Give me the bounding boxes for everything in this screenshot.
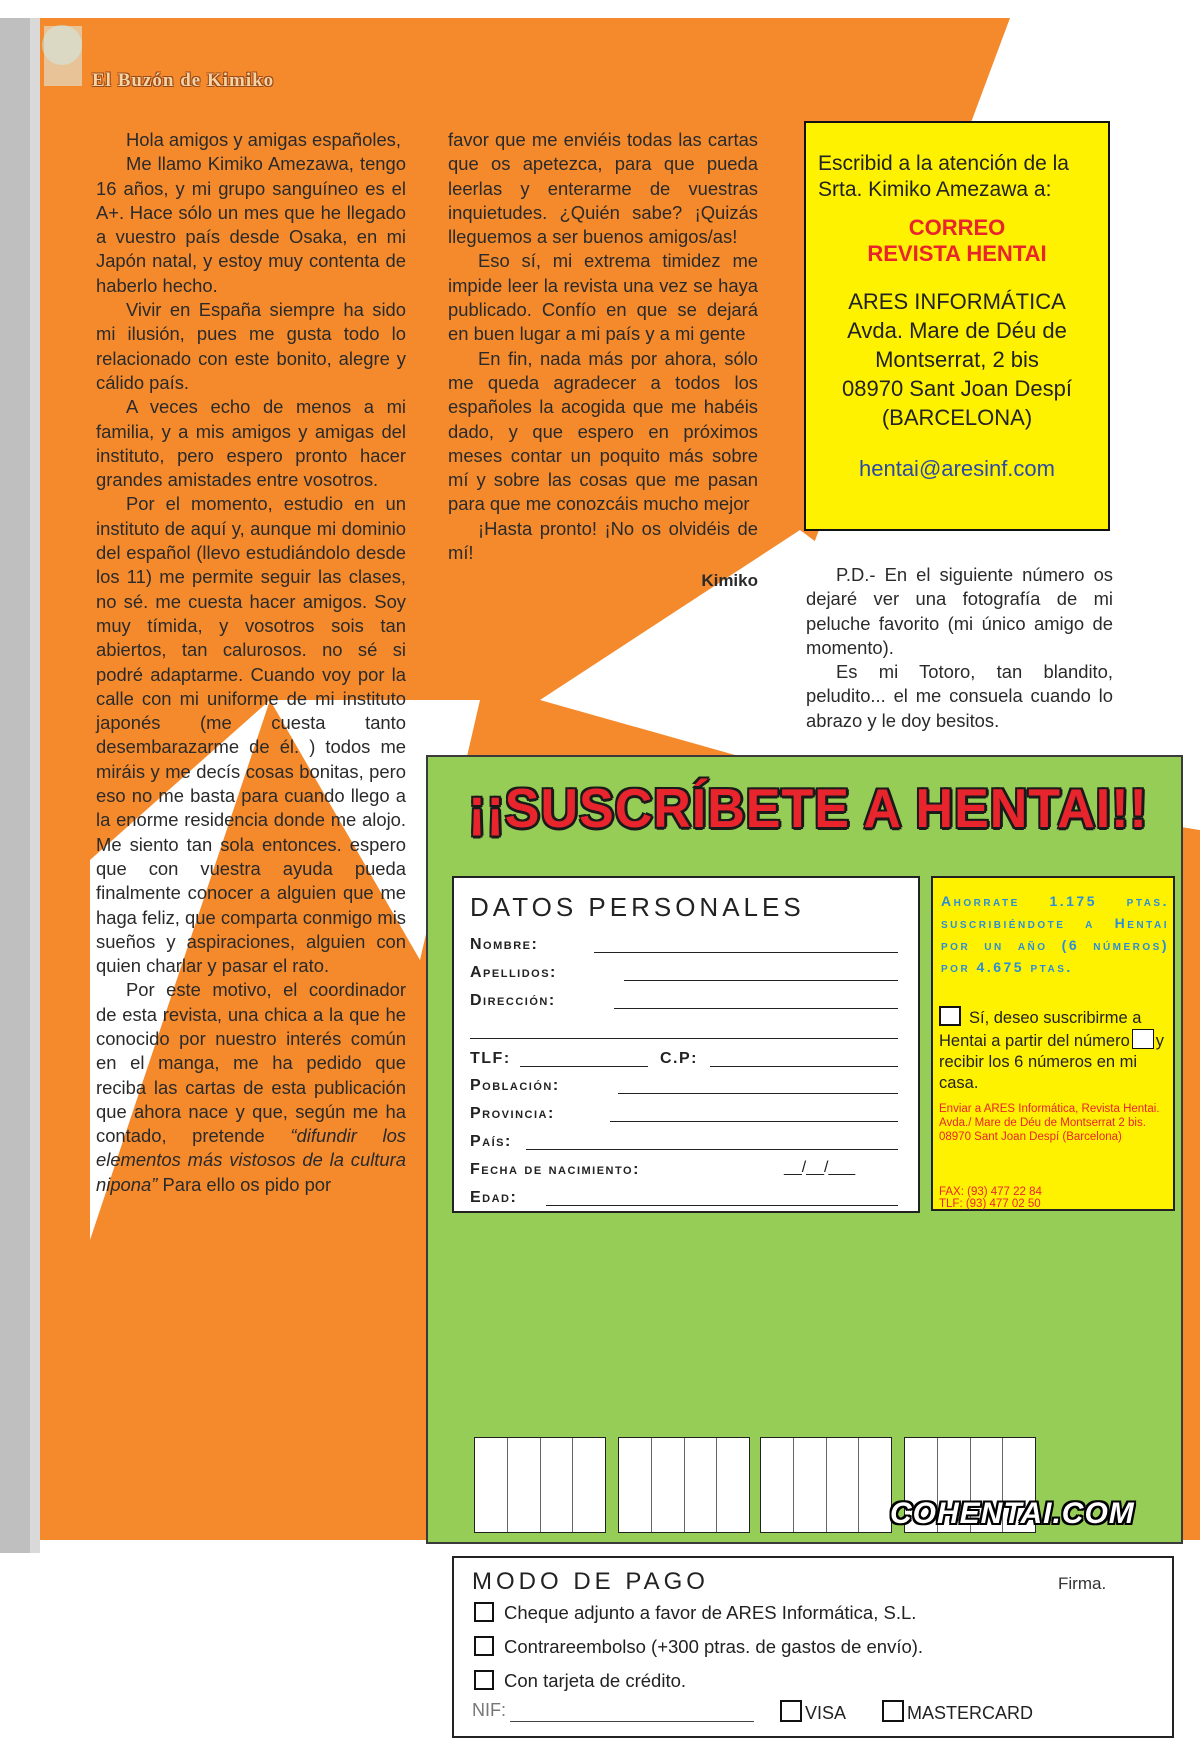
email-address[interactable]: hentai@aresinf.com [859,456,1055,481]
payment-title: MODO DE PAGO [472,1568,709,1595]
subscription-title: ¡¡SUSCRÍBETE A HENTAI!! [468,778,1148,840]
letter-quote: “difundir los elementos más vistosos de la cultura nipona” [96,1125,406,1195]
option-label: Contrareembolso (+300 ptras. de gastos de envío). [504,1636,924,1657]
field-label-provincia: Provincia: [470,1105,555,1122]
letter-paragraph: A veces echo de menos a mi familia, y a mis amigos y amigas del instituto, pero espero pronto hacer grandes amistades entre vosotros. [96,396,406,491]
field-label-nombre: Nombre: [470,936,539,953]
card-number-group-1[interactable] [474,1437,606,1533]
letter-paragraph: Vivir en España siempre ha sido mi ilusión, pues me gusta todo lo relacionado con este bonito, alegre y cálido país. [96,299,406,393]
poblacion-field[interactable] [618,1093,898,1094]
visa-label: VISA [805,1703,847,1723]
letter-signature: Kimiko [701,571,758,591]
pais-field[interactable] [526,1149,898,1150]
phone-number: TLF: (93) 477 02 50 [939,1198,1041,1210]
letter-paragraph: Me llamo Kimiko Amezawa, tengo 16 años, y mi grupo sanguíneo es el A+. Hace sólo un mes que he llegado a vuestro país desde Osaka, en mi Japón natal, y estoy muy contenta de haberlo hecho. [96,153,406,296]
direccion-field-2[interactable] [470,1038,898,1039]
cp-field[interactable] [710,1066,898,1067]
field-label-direccion: Dirección: [470,992,556,1009]
fecha-field[interactable]: __/__/___ [784,1159,856,1176]
subscribe-text-2: y recibir los 6 números en mi casa. [939,1032,1165,1092]
address-recipient [806,215,1108,267]
letter-paragraph: Eso sí, mi extrema timidez me impide leer la revista una vez se haya publicado. Confío en que se dejará en buen lugar a mi país y a mi gente [448,250,758,345]
address-line: 08970 Sant Joan Despí [842,376,1072,401]
field-label-apellidos: Apellidos: [470,964,557,981]
field-label-poblacion: Población: [470,1077,560,1094]
signature-label: Firma. [1058,1574,1107,1593]
payment-option-cheque[interactable] [474,1602,916,1624]
card-number-group-3[interactable] [760,1437,892,1533]
subscribe-checkbox[interactable] [939,1006,961,1026]
address-red-line: CORREO [908,215,1006,240]
letter-paragraph: Hola amigos y amigas españoles, [126,129,401,150]
payment-option-contrareembolso[interactable] [474,1636,923,1658]
mastercard-checkbox[interactable] [882,1700,904,1722]
address-box [804,121,1110,531]
cheque-checkbox[interactable] [474,1602,494,1622]
visa-checkbox[interactable] [780,1700,802,1722]
watermark: COHENTAI.COM [890,1497,1135,1530]
tarjeta-checkbox[interactable] [474,1670,494,1690]
address-line: (BARCELONA) [881,405,1033,430]
field-label-edad: Edad: [470,1189,518,1206]
nif-label: NIF: [472,1700,506,1720]
section-title: El Buzón de Kimiko [92,70,275,91]
promo-text: Ahorrate 1.175 ptas. suscribiéndote a Hentai por un año (6 números) por 4.675 ptas. [941,893,1169,975]
letter-column-2 [448,128,758,594]
letter-paragraph: En fin, nada más por ahora, sólo me queda agradecer a todos los españoles la acogida que me habéis dado, y que espero en próximos meses contar un poquito más sobre mí y sobre las cosas que me pasan para que me conozcáis mucho mejor [448,347,758,515]
postscript [806,563,1113,733]
contact-numbers [939,1186,1042,1210]
option-label: Cheque adjunto a favor de ARES Informática, S.L. [504,1602,917,1623]
address-line: Montserrat, 2 bis [875,347,1039,372]
edad-field[interactable] [546,1205,898,1206]
fax-number: FAX: (93) 477 22 84 [939,1186,1042,1198]
subscribe-text: Sí, deseo suscribirme a Hentai a partir del número [939,1009,1142,1050]
postscript-paragraph: P.D.- En el siguiente número os dejaré ver una fotografía de mi peluche favorito (mi único amigo de momento). [806,564,1113,658]
provincia-field[interactable] [610,1121,898,1122]
nif-field[interactable] [510,1721,754,1722]
tlf-field[interactable] [520,1066,648,1067]
issue-number-box[interactable] [1132,1029,1154,1049]
subscribe-confirm [939,1006,1173,1094]
letter-column-1 [96,128,406,1197]
field-label-cp: C.P: [660,1050,698,1067]
field-label-fecha: Fecha de nacimiento: [470,1161,640,1178]
subscription-form [426,755,1183,1723]
promo-box [931,876,1175,1211]
card-number-group-2[interactable] [618,1437,750,1533]
option-label: Con tarjeta de crédito. [504,1670,687,1691]
nombre-field[interactable] [594,952,898,953]
address-line: Avda. Mare de Déu de [847,318,1067,343]
mastercard-label: MASTERCARD [907,1703,1034,1723]
personal-data-box [452,876,920,1213]
mastercard-option[interactable] [882,1700,1033,1724]
personal-data-title: DATOS PERSONALES [470,892,805,922]
letter-paragraph: ¡Hasta pronto! ¡No os olvidéis de mí! [448,517,758,564]
postal-address [806,287,1108,432]
visa-option[interactable] [780,1700,846,1724]
field-label-pais: País: [470,1133,512,1150]
address-red-line: REVISTA HENTAI [867,241,1047,266]
letter-text: Por este motivo, el coordinador de esta revista, una chica a la que he conocido por nuestro interés común en el manga, me ha pedido que reciba las cartas de esta publicación que ahora nace y que, según me ha contado, pretende [96,979,406,1147]
letter-paragraph: Por el momento, estudio en un instituto de aquí y, aunque mi dominio del español (llevo estudiándolo desde los 11) me permite seguir las clases, no sé. me cuesta hacer amigos. Soy muy tímida, y vosotros sois tan abiertos, tan calurosos. no sé si podré adaptarme. Cuando voy por la calle con mi uniforme de mi instituto japonés (me cuesta tanto desembarazarme de él. ) todos me miráis y me decís cosas bonitas, pero eso no me basta para cuando llego a la enorme residencia donde me alojo. Me siento tan sola entonces. espero que con vuestra ayuda pueda finalmente conocer a alguien que me haga feliz, que comparta conmigo mis sueños y aspiraciones, alguien con quien charlar y pasar el rato. [96,493,406,977]
direccion-field[interactable] [614,1008,898,1009]
send-to-address: Enviar a ARES Informática, Revista Hentai. Avda./ Mare de Déu de Montserrat 2 bis. 08970 Sant Joan Despí (Barcelona) [939,1103,1160,1143]
contrareembolso-checkbox[interactable] [474,1636,494,1656]
apellidos-field[interactable] [624,980,898,981]
postscript-paragraph: Es mi Totoro, tan blandito, peludito... el me consuela cuando lo abrazo y le doy besitos. [806,661,1113,731]
address-intro: Escribid a la atención de la Srta. Kimiko Amezawa a: [818,152,1069,201]
letter-paragraph: favor que me enviéis todas las cartas que os apetezca, para que pueda leerlas y enterarme de vuestras inquietudes. ¿Quién sabe? ¡Quizás lleguemos a ser buenos amigos/as! [448,129,758,248]
field-label-tlf: TLF: [470,1050,511,1067]
payment-box [452,1556,1174,1738]
payment-option-tarjeta[interactable] [474,1670,686,1692]
letter-paragraph-with-quote [96,978,406,1197]
address-line: ARES INFORMÁTICA [848,289,1066,314]
letter-text: Para ello os pido por [157,1173,332,1195]
